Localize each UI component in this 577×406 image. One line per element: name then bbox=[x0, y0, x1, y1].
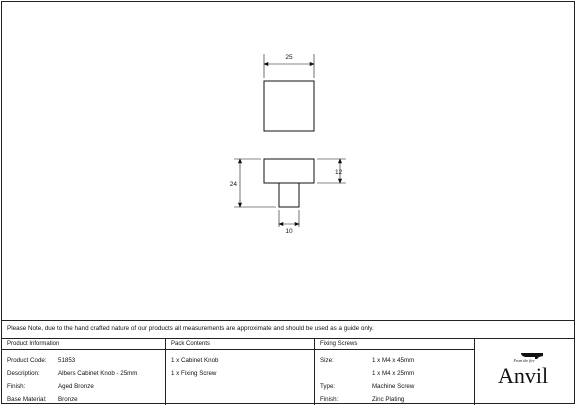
product-code-row bbox=[2, 354, 165, 367]
base-material-label: Base Material: bbox=[7, 396, 47, 403]
dim-stem-width-label: 10 bbox=[285, 228, 293, 235]
screw-size-row bbox=[315, 354, 474, 367]
screw-size-label-2 bbox=[320, 367, 372, 380]
fixing-screws-panel bbox=[315, 339, 475, 405]
product-code-label: Product Code: bbox=[7, 357, 47, 364]
screw-finish-value: Zinc Plating bbox=[372, 396, 405, 403]
finish-label: Finish: bbox=[7, 383, 26, 390]
screw-size-value-2: 1 x M4 x 25mm bbox=[372, 370, 415, 377]
pack-item: 1 x Cabinet Knob bbox=[171, 357, 219, 364]
dim-total-height-label: 24 bbox=[229, 181, 237, 188]
side-view-stem bbox=[279, 183, 299, 207]
screw-finish-row bbox=[315, 393, 474, 406]
pack-contents-panel bbox=[166, 339, 315, 405]
finish-value: Aged Bronze bbox=[58, 383, 94, 390]
description-value: Albers Cabinet Knob - 25mm bbox=[58, 370, 138, 377]
dim-top-width-label: 25 bbox=[285, 54, 293, 61]
drawing-svg bbox=[2, 2, 576, 320]
technical-drawing bbox=[2, 2, 576, 320]
dim-head-height-label: 12 bbox=[335, 169, 343, 176]
screw-type-label: Type: bbox=[320, 383, 336, 390]
top-view-square bbox=[264, 81, 314, 131]
base-material-row bbox=[2, 393, 165, 406]
anvil-logo-graphic bbox=[475, 339, 575, 405]
measurement-note: Please Note, due to the hand crafted nature of our products all measurements are approximate and should be used as a guide only. bbox=[2, 320, 574, 338]
product-information-panel bbox=[2, 339, 166, 405]
pack-item: 1 x Fixing Screw bbox=[171, 370, 217, 377]
finish-row bbox=[2, 380, 165, 393]
description-label: Description: bbox=[7, 370, 40, 377]
description-row bbox=[2, 367, 165, 380]
logo-wordmark: Anvil bbox=[497, 363, 549, 388]
pack-contents-heading: Pack Contents bbox=[166, 339, 314, 350]
drawing-sheet bbox=[1, 1, 575, 404]
screw-size-label: Size: bbox=[320, 357, 334, 364]
dim-stem-width bbox=[279, 210, 299, 227]
screw-type-value: Machine Screw bbox=[372, 383, 415, 390]
screw-size-value: 1 x M4 x 45mm bbox=[372, 357, 415, 364]
fixing-screws-heading: Fixing Screws bbox=[315, 339, 474, 350]
anvil-logo bbox=[475, 339, 575, 405]
logo-panel bbox=[475, 339, 575, 405]
screw-size-row-2 bbox=[315, 367, 474, 380]
logo-tagline: From the fire bbox=[513, 358, 535, 363]
product-code-value: 51853 bbox=[58, 357, 76, 364]
screw-finish-label: Finish: bbox=[320, 396, 339, 403]
side-view-head bbox=[264, 159, 314, 183]
product-information-heading: Product Information bbox=[2, 339, 165, 350]
title-block bbox=[2, 338, 574, 405]
screw-type-row bbox=[315, 380, 474, 393]
base-material-value: Bronze bbox=[58, 396, 78, 403]
